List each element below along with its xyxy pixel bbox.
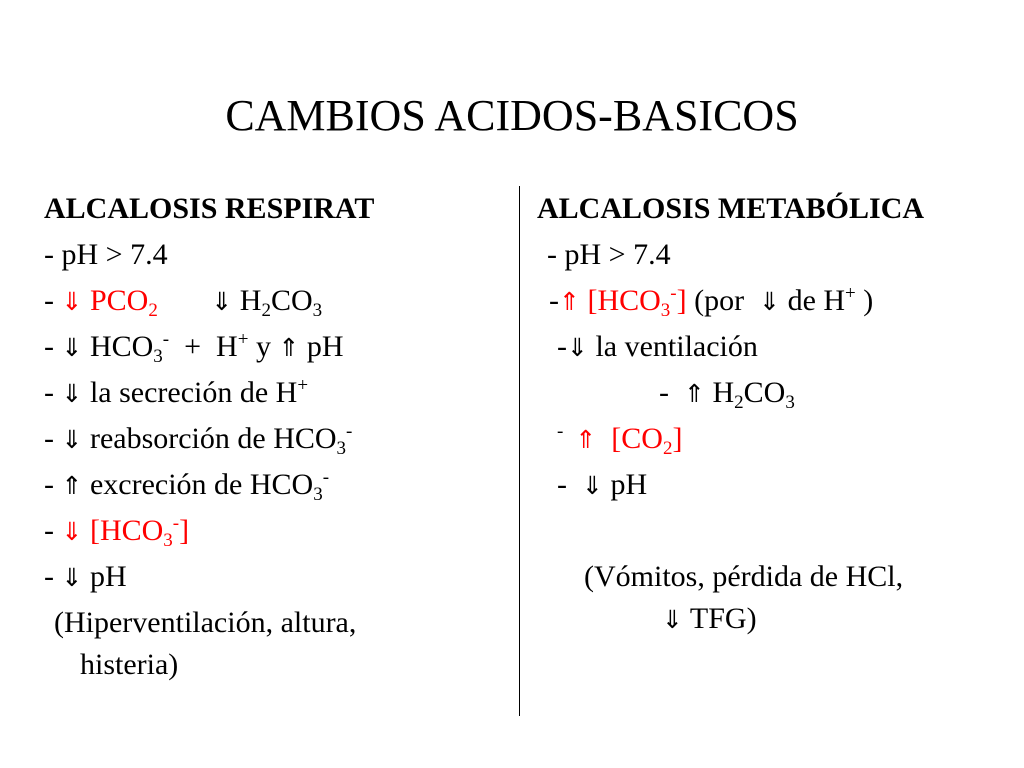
down-arrow-icon: ⇓ bbox=[61, 563, 83, 592]
right-heading: ALCALOSIS METABÓLICA bbox=[537, 192, 925, 225]
down-arrow-icon: ⇓ bbox=[582, 471, 603, 500]
up-arrow-icon: ⇑ bbox=[559, 287, 580, 316]
hco3-text: $HCO_3^-$ bbox=[89, 329, 170, 367]
left-cause-line-2: histeria) bbox=[80, 648, 179, 681]
column-divider bbox=[519, 186, 520, 716]
hco3-concentration: $[HCO_3^-]$ bbox=[89, 513, 190, 551]
down-arrow-icon: ⇓ bbox=[61, 379, 83, 408]
up-arrow-icon: ⇑ bbox=[575, 425, 597, 454]
down-arrow-icon: ⇓ bbox=[61, 425, 83, 454]
down-arrow-icon: ⇓ bbox=[211, 287, 233, 316]
right-h2co3-line: - ⇑ $H_2CO_3$ bbox=[659, 376, 795, 413]
right-ph-line: - pH > 7.4 bbox=[547, 238, 671, 271]
left-reabsorcion-line: - ⇓ reabsorción de $HCO_3^-$ bbox=[44, 421, 353, 459]
down-arrow-icon: ⇓ bbox=[61, 333, 83, 362]
co2-concentration: $[CO_2]$ bbox=[603, 422, 683, 459]
down-arrow-icon: ⇓ bbox=[61, 517, 83, 546]
left-excrecion-line: - ⇑ excreción de $HCO_3^-$ bbox=[44, 467, 330, 505]
right-co2-line: - ⇑ $[CO_2]$ bbox=[557, 421, 683, 459]
left-ph-low-line: - ⇓ pH bbox=[44, 560, 127, 593]
pco2-text: $PCO_2$ bbox=[89, 284, 158, 321]
right-cause-line-2: ⇓ TFG) bbox=[662, 602, 757, 635]
right-cause-line-1: (Vómitos, pérdida de HCl, bbox=[584, 560, 904, 593]
h2co3-text: $H_2CO_3$ bbox=[239, 284, 323, 321]
right-ventilacion-line: -⇓ la ventilación bbox=[557, 330, 758, 363]
down-arrow-icon: ⇓ bbox=[662, 605, 683, 634]
left-hco3-conc-line: - ⇓ $[HCO_3^-]$ bbox=[44, 513, 190, 551]
left-secrecion-line: - ⇓ la secreción de H+ bbox=[44, 375, 309, 409]
up-arrow-icon: ⇑ bbox=[278, 333, 300, 362]
slide-title: CAMBIOS ACIDOS-BASICOS bbox=[225, 91, 799, 140]
down-arrow-icon: ⇓ bbox=[567, 333, 588, 362]
hco3-concentration: $[HCO_3^-]$ bbox=[587, 283, 687, 321]
right-hco3-line: -⇑ $[HCO_3^-]$ (por ⇓ de H+ ) bbox=[549, 283, 874, 321]
up-arrow-icon: ⇑ bbox=[684, 379, 705, 408]
left-cause-line-1: (Hiperventilación, altura, bbox=[54, 606, 357, 639]
left-heading: ALCALOSIS RESPIRAT bbox=[44, 192, 375, 225]
left-hco3-ph-line: - ⇓ $HCO_3^- + H^+$ y ⇑ pH bbox=[44, 329, 344, 367]
left-ph-line: - pH > 7.4 bbox=[44, 238, 168, 271]
dash: - bbox=[44, 284, 62, 317]
down-arrow-icon: ⇓ bbox=[759, 287, 781, 316]
up-arrow-icon: ⇑ bbox=[61, 471, 83, 500]
right-ph-low-line: - ⇓ pH bbox=[557, 468, 648, 501]
left-pco2-line bbox=[44, 279, 322, 324]
down-arrow-icon: ⇓ bbox=[61, 287, 83, 316]
